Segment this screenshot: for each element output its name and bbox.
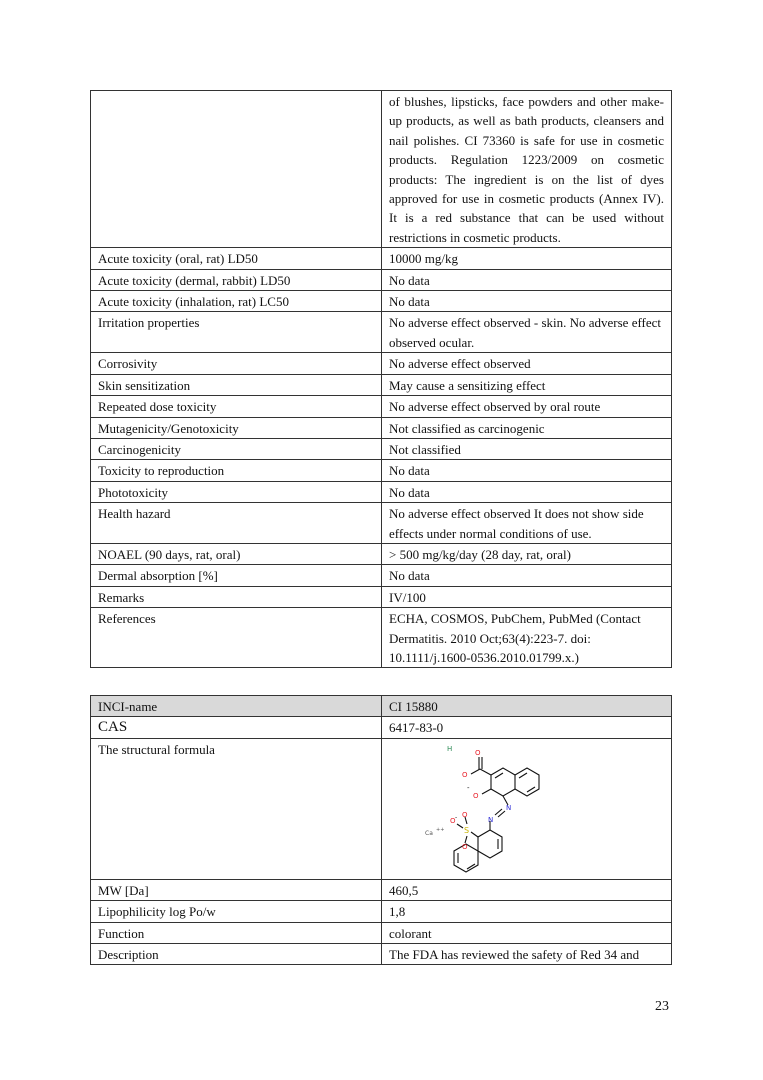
row-value: No adverse effect observed - skin. No adverse effect observed ocular. [382, 312, 672, 353]
sulfur-atom-label: S [464, 825, 470, 835]
lipophilicity-label: Lipophilicity log Po/w [91, 901, 382, 922]
table-row [91, 91, 672, 248]
function-value: colorant [382, 922, 672, 943]
oxygen-atom-label: O [473, 791, 479, 800]
oxygen-atom-label: O [475, 748, 481, 757]
table-row [91, 374, 672, 395]
row-value: No adverse effect observed It does not show side effects under normal conditions of use. [382, 503, 672, 544]
table-row [91, 481, 672, 502]
structural-formula-diagram [417, 742, 567, 880]
table-row [91, 944, 672, 965]
row-value: No data [382, 291, 672, 312]
table-row [91, 353, 672, 374]
row-value: No adverse effect observed by oral route [382, 396, 672, 417]
table-row [91, 396, 672, 417]
row-value: ECHA, COSMOS, PubChem, PubMed (Contact Dermatitis. 2010 Oct;63(4):223-7. doi: 10.1111/j.1600-0536.2010.01799.x.) [382, 608, 672, 668]
table-cell [91, 91, 382, 248]
row-value: 10000 mg/kg [382, 248, 672, 269]
description-value: The FDA has reviewed the safety of Red 34 and [382, 944, 672, 965]
page-number: 23 [655, 999, 669, 1014]
row-label: Irritation properties [91, 312, 382, 353]
row-value: No data [382, 269, 672, 290]
row-label: Acute toxicity (oral, rat) LD50 [91, 248, 382, 269]
structural-formula-label: The structural formula [91, 738, 382, 879]
table-row [91, 901, 672, 922]
row-label: Repeated dose toxicity [91, 396, 382, 417]
oxygen-atom-label: O [462, 770, 468, 779]
row-value: No data [382, 565, 672, 586]
calcium-charge-label: ++ [436, 826, 445, 833]
mw-label: MW [Da] [91, 879, 382, 900]
row-label: Acute toxicity (dermal, rabbit) LD50 [91, 269, 382, 290]
row-label: NOAEL (90 days, rat, oral) [91, 543, 382, 564]
table-row [91, 291, 672, 312]
table-row [91, 269, 672, 290]
row-value: No adverse effect observed [382, 353, 672, 374]
oxygen-atom-label: O [462, 842, 468, 851]
table-row [91, 738, 672, 879]
row-value: No data [382, 460, 672, 481]
toxicology-table [90, 90, 672, 668]
nitrogen-atom-label: N [488, 815, 494, 824]
cas-value: 6417-83-0 [382, 717, 672, 738]
table-row [91, 460, 672, 481]
function-label: Function [91, 922, 382, 943]
oxygen-atom-label: O [450, 816, 456, 825]
mw-value: 460,5 [382, 879, 672, 900]
row-label: Phototoxicity [91, 481, 382, 502]
row-label: Health hazard [91, 503, 382, 544]
table-row [91, 503, 672, 544]
hydrogen-atom-label: H [447, 744, 453, 753]
negative-charge-label: - [467, 783, 470, 792]
ingredient-table [90, 695, 672, 965]
table-row [91, 565, 672, 586]
row-label: Remarks [91, 586, 382, 607]
structural-formula-cell [382, 738, 672, 879]
table-row [91, 543, 672, 564]
row-value: > 500 mg/kg/day (28 day, rat, oral) [382, 543, 672, 564]
table-row [91, 879, 672, 900]
table-header-row [91, 696, 672, 717]
row-label: Toxicity to reproduction [91, 460, 382, 481]
row-label: Skin sensitization [91, 374, 382, 395]
table-row [91, 717, 672, 738]
inci-name-label: INCI-name [91, 696, 382, 717]
row-value: IV/100 [382, 586, 672, 607]
table-row [91, 417, 672, 438]
oxygen-atom-label: O [462, 810, 468, 819]
negative-charge-label: - [455, 813, 458, 821]
table-row [91, 312, 672, 353]
description-continued: of blushes, lipsticks, face powders and other make-up products, as well as bath products, cleansers and nail polishes. CI 73360 is safe for use in cosmetic products. Regulation 1223/2009 on cosmetic products: The ingredient is on the list of dyes approved for use in cosmetic products (Annex IV). It is a red substance that can be used without restrictions in cosmetic products. [382, 91, 672, 248]
calcium-ion-label: Ca [425, 829, 433, 837]
row-value: May cause a sensitizing effect [382, 374, 672, 395]
table-row [91, 586, 672, 607]
row-label: Acute toxicity (inhalation, rat) LC50 [91, 291, 382, 312]
lipophilicity-value: 1,8 [382, 901, 672, 922]
table-row [91, 922, 672, 943]
description-label: Description [91, 944, 382, 965]
row-label: References [91, 608, 382, 668]
row-value: Not classified [382, 438, 672, 459]
row-label: Corrosivity [91, 353, 382, 374]
cas-label: CAS [91, 717, 382, 738]
row-label: Carcinogenicity [91, 438, 382, 459]
row-label: Dermal absorption [%] [91, 565, 382, 586]
inci-name-value: CI 15880 [382, 696, 672, 717]
row-value: No data [382, 481, 672, 502]
table-row [91, 248, 672, 269]
table-row [91, 608, 672, 668]
row-value: Not classified as carcinogenic [382, 417, 672, 438]
nitrogen-atom-label: N [506, 803, 512, 812]
row-label: Mutagenicity/Genotoxicity [91, 417, 382, 438]
table-row [91, 438, 672, 459]
